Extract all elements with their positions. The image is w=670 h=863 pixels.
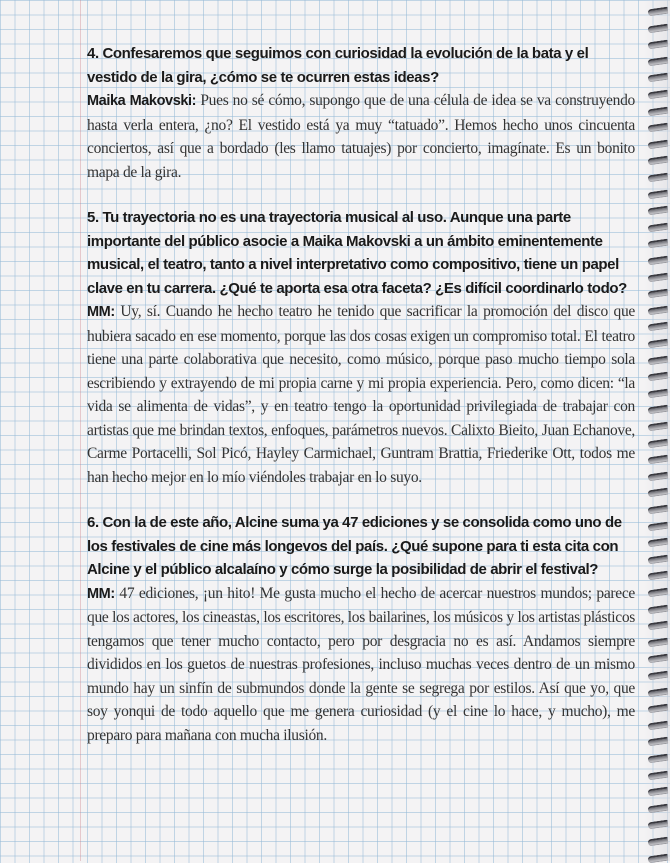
- answer-text: Uy, sí. Cuando he hecho teatro he tenido que sacrificar la promoción del disco que hubiera sacado en ese momento, porque las dos cosas exigen un compromiso total. El teatro tiene una parte colaborativa que necesito, como músico, porque paso mucho tiempo sola escribiendo y extrayendo de mi propia carne y mi propia experiencia. Pero, como dicen: “la vida se alimenta de vidas”, y en teatro tengo la oportunidad privilegiada de trabajar con artistas que me brindan textos, enfoques, parámetros nuevos. Calixto Bieito, Juan Echanove, Carme Portacelli, Sol Picó, Hayley Carmichael, Guntram Brattia, Friederike Ott, todos me han hecho mejor en lo mío viéndoles trabajar en lo suyo.: [87, 303, 635, 486]
- question-5: 5. Tu trayectoria no es una trayectoria musical al uso. Aunque una parte importante del público asocie a Maika Makovski a un ámbito eminentemente musical, el teatro, tanto a nivel interpretativo como compositivo, tiene un papel clave en tu carrera. ¿Qué te aporta esa otra faceta? ¿Es difícil coordinarlo todo?: [87, 209, 627, 297]
- spiral-ring: [648, 554, 669, 564]
- spiral-ring: [648, 56, 669, 66]
- spiral-ring: [648, 588, 669, 598]
- spiral-ring: [648, 156, 669, 166]
- spiral-ring: [648, 305, 669, 315]
- spiral-ring: [648, 189, 669, 199]
- spiral-ring: [648, 90, 669, 100]
- spiral-ring: [648, 388, 669, 398]
- answer-text: Pues no sé cómo, supongo que de una célula de idea se va construyendo hasta verla entera, ¿no? El vestido está ya muy “tatuado”. Hemos hecho unos cincuenta conciertos, así que a bordado (les llamo tatuajes) por concierto, imagínate. Es un bonito mapa de la gira.: [87, 92, 635, 181]
- spiral-ring: [648, 737, 669, 747]
- answer-5: [87, 300, 635, 489]
- speaker-label: Maika Makovski:: [87, 93, 197, 109]
- spiral-ring: [648, 455, 669, 465]
- spiral-ring: [648, 687, 669, 697]
- spiral-ring: [648, 837, 669, 847]
- spiral-ring: [648, 754, 669, 764]
- answer-6: [87, 582, 635, 748]
- spiral-ring: [648, 372, 669, 382]
- speaker-label: MM:: [87, 585, 115, 602]
- qa-block-5: [87, 206, 635, 489]
- spiral-ring: [648, 671, 669, 681]
- spiral-ring: [648, 820, 669, 830]
- spiral-ring: [648, 637, 669, 647]
- speaker-label: MM:: [87, 304, 115, 320]
- answer-4: [87, 89, 635, 184]
- question-6: 6. Con la de este año, Alcine suma ya 47 ediciones y se consolida como uno de los festivales de cine más longevos del país. ¿Qué supone para ti esta cita con Alcine y el público alcalaíno y cómo surge la posibilidad de abrir el festival?: [87, 514, 622, 578]
- spiral-ring: [648, 272, 669, 282]
- spiral-binding: [644, 0, 670, 861]
- spiral-ring: [648, 139, 669, 149]
- spiral-ring: [648, 289, 669, 299]
- spiral-ring: [648, 621, 669, 631]
- spiral-ring: [648, 521, 669, 531]
- interview-text: [87, 42, 635, 769]
- spiral-ring: [648, 405, 669, 415]
- spiral-ring: [648, 720, 669, 730]
- spiral-ring: [648, 853, 669, 863]
- spiral-ring: [648, 488, 669, 498]
- spiral-ring: [648, 355, 669, 365]
- spiral-ring: [648, 422, 669, 432]
- spiral-ring: [648, 256, 669, 266]
- spiral-ring: [648, 106, 669, 116]
- spiral-ring: [648, 787, 669, 797]
- spiral-ring: [648, 505, 669, 515]
- spiral-ring: [648, 770, 669, 780]
- spiral-ring: [648, 604, 669, 614]
- spiral-ring: [648, 704, 669, 714]
- spiral-ring: [648, 339, 669, 349]
- spiral-ring: [648, 206, 669, 216]
- spiral-ring: [648, 654, 669, 664]
- spiral-ring: [648, 40, 669, 50]
- spiral-ring: [648, 803, 669, 813]
- spiral-ring: [648, 239, 669, 249]
- spiral-ring: [648, 73, 669, 83]
- spiral-ring: [648, 173, 669, 183]
- qa-block-4: [87, 42, 635, 184]
- notebook-margin-line: [80, 0, 81, 861]
- spiral-ring: [648, 322, 669, 332]
- spiral-ring: [648, 571, 669, 581]
- qa-block-6: [87, 511, 635, 747]
- spiral-ring: [648, 438, 669, 448]
- spiral-ring: [648, 538, 669, 548]
- question-4: 4. Confesaremos que seguimos con curiosidad la evolución de la bata y el vestido de la gira, ¿cómo se te ocurren estas ideas?: [87, 45, 589, 86]
- spiral-ring: [648, 123, 669, 133]
- spiral-ring: [648, 23, 669, 33]
- spiral-ring: [648, 222, 669, 232]
- spiral-ring: [648, 471, 669, 481]
- spiral-ring: [648, 7, 669, 17]
- answer-text: 47 ediciones, ¡un hito! Me gusta mucho el hecho de acercar nuestros mundos; parece que los actores, los cineastas, los escritores, los bailarines, los músicos y los artistas plásticos tengamos que tener mucho contacto, pero por desgracia no es así. Andamos siempre divididos en los guetos de nuestras profesiones, incluso muchas veces dentro de un mismo mundo hay un sinfín de submundos donde la gente se segrega por estilos. Así que yo, que soy yonqui de todo aquello que me genera curiosidad (y el cine lo hace, y mucho), me preparo para mañana con mucha ilusión.: [87, 584, 635, 744]
